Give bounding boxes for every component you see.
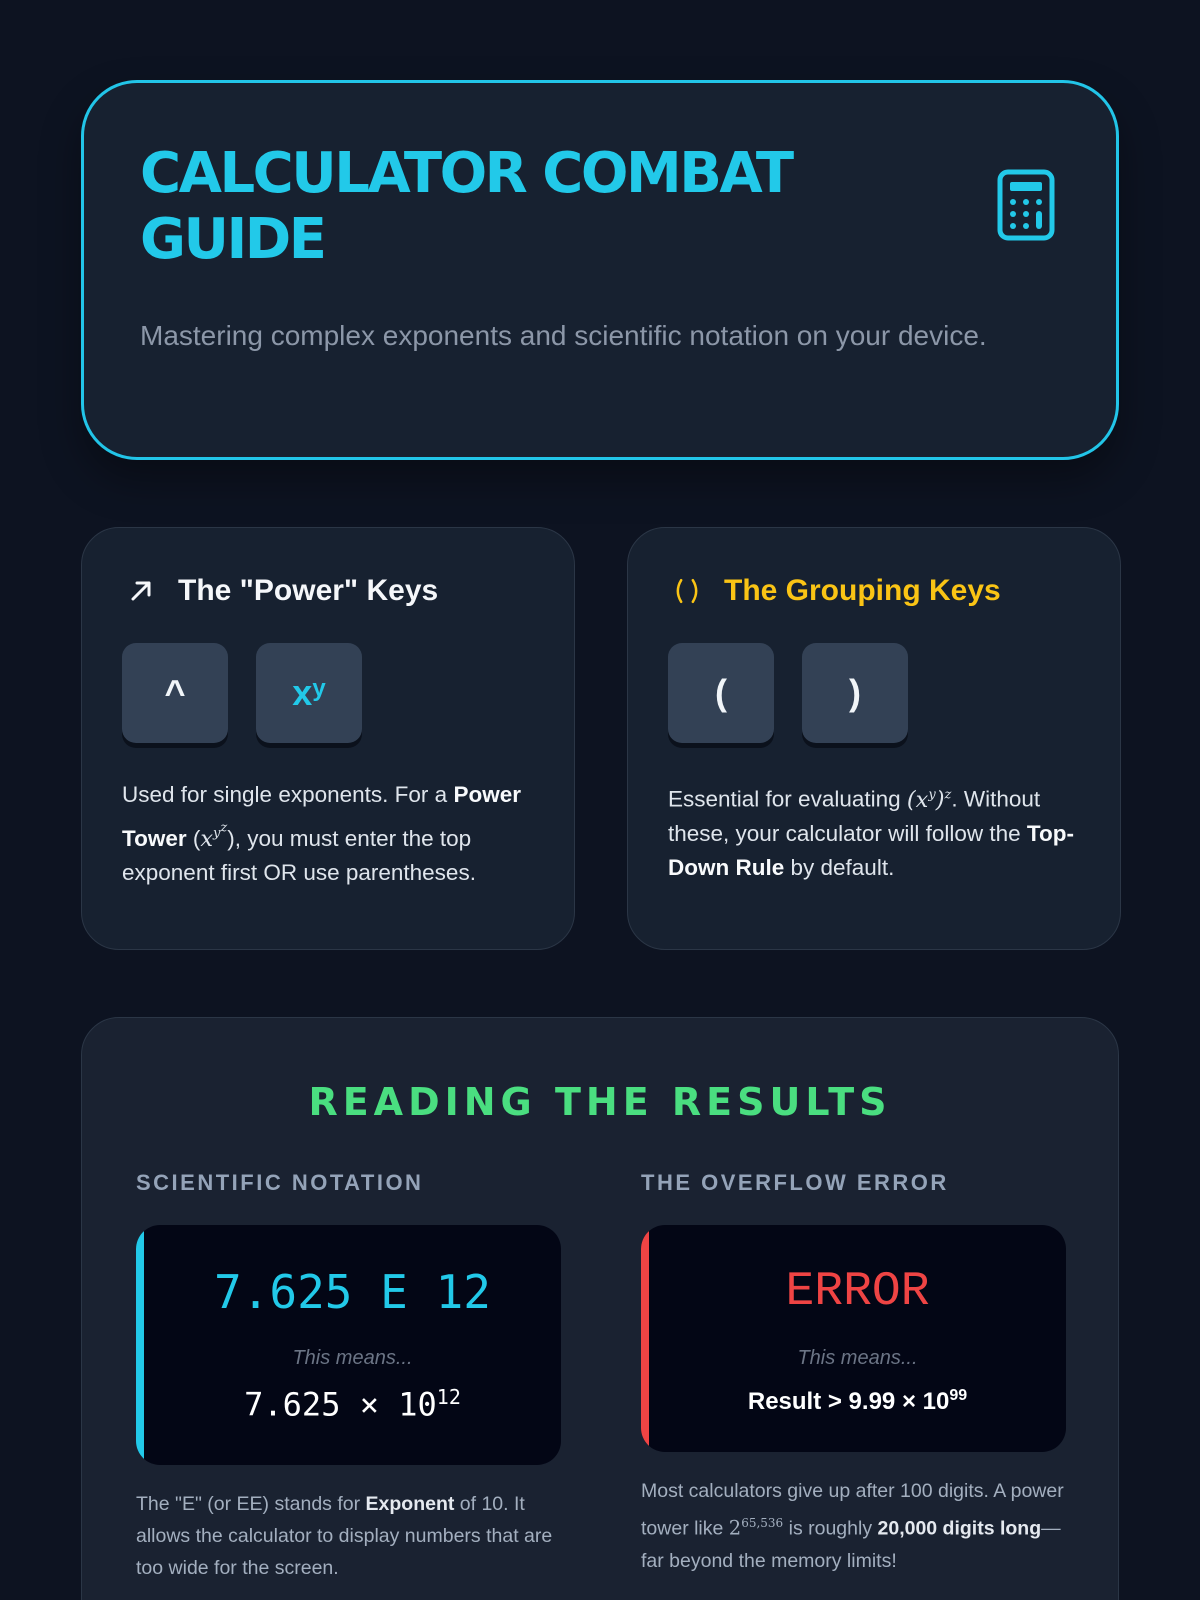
grouping-desc-text-2: . Without these, your calculator will follow the (668, 786, 1041, 846)
page-subtitle: Mastering complex exponents and scientific notation on your device. (140, 320, 987, 351)
overflow-result-base: Result > 9.99 × 10 (747, 1388, 950, 1415)
results-section (81, 1017, 1119, 1600)
sci-desc-text-1: The "E" (or EE) stands for (136, 1493, 366, 1515)
overflow-error-label: THE OVERFLOW ERROR (641, 1170, 949, 1195)
scientific-result-base: 7.625 × 10 (244, 1385, 437, 1424)
grouping-keys-header (672, 574, 1001, 608)
power-keys-title: The "Power" Keys (178, 574, 439, 607)
overflow-display (641, 1225, 1066, 1452)
grouping-math (907, 787, 951, 813)
power-tower-math (200, 821, 228, 852)
power-desc-text-3: ), you must enter the top exponent first OR use parentheses. (122, 825, 476, 885)
power-keys-header (126, 574, 438, 608)
results-title: READING THE RESULTS (308, 1080, 892, 1124)
power-tower-term: Power Tower (122, 782, 521, 851)
open-paren-key[interactable] (668, 643, 774, 743)
x-power-y-exp: y (312, 675, 326, 702)
scientific-result (144, 1385, 561, 1424)
ovf-desc-text-2: is roughly (783, 1517, 878, 1540)
math-base: x (200, 825, 214, 852)
scientific-means-text: This means... (292, 1347, 413, 1369)
grouping-keys-card (627, 527, 1121, 950)
calculator-icon (997, 169, 1055, 241)
parentheses-icon (672, 576, 702, 606)
overflow-result-exp: 99 (949, 1387, 968, 1404)
math-exp: y (213, 826, 221, 842)
power-keys-card (81, 527, 575, 950)
digits-long-term: 20,000 digits long (877, 1517, 1042, 1540)
math-exp: y (928, 787, 936, 802)
exponent-term: Exponent (365, 1493, 455, 1515)
arrow-up-right-icon (126, 576, 156, 606)
display-accent-bar (641, 1225, 649, 1452)
math-exp2: z (944, 787, 952, 802)
math-open: (x (906, 786, 929, 813)
ovf-math-exp: 65,536 (741, 1516, 784, 1530)
open-paren-label: ( (715, 672, 727, 713)
overflow-display-value: ERROR (785, 1265, 930, 1319)
x-power-y-base: x (292, 672, 313, 713)
math-close: ) (935, 786, 945, 813)
sci-desc-text-2: of 10. It allows the calculator to display numbers that are too wide for the screen. (136, 1493, 553, 1579)
power-keys-row (122, 643, 390, 743)
power-desc-text-1: Used for single exponents. For a (122, 782, 454, 807)
power-keys-description (122, 778, 542, 890)
overflow-means-text: This means... (797, 1347, 918, 1369)
math-exp2: z (220, 821, 228, 836)
overflow-description (641, 1475, 1071, 1577)
overflow-result (649, 1387, 1066, 1416)
close-paren-label: ) (849, 672, 861, 713)
caret-key-label: ^ (164, 672, 186, 713)
grouping-desc-text-1: Essential for evaluating (668, 786, 907, 812)
grouping-keys-row (668, 643, 936, 743)
scientific-notation-label: SCIENTIFIC NOTATION (136, 1170, 424, 1195)
scientific-display-value: 7.625 E 12 (214, 1265, 491, 1319)
caret-key[interactable] (122, 643, 228, 743)
grouping-keys-description (668, 778, 1088, 885)
page-title: CALCULATOR COMBAT GUIDE (140, 141, 792, 272)
scientific-display (136, 1225, 561, 1465)
hero-card (81, 80, 1119, 460)
scientific-description (136, 1488, 566, 1584)
x-power-y-key[interactable] (256, 643, 362, 743)
ovf-desc-text-1: Most calculators give up after 100 digits. A power tower like (641, 1480, 1064, 1540)
ovf-math-base: 2 (728, 1516, 742, 1540)
grouping-desc-text-3: by default. (784, 854, 895, 880)
top-down-rule-term: Top-Down Rule (668, 820, 1074, 880)
power-desc-text-2: ( (186, 825, 201, 851)
ovf-desc-text-3: —far beyond the memory limits! (641, 1517, 1061, 1572)
scientific-result-exp: 12 (436, 1385, 461, 1409)
grouping-keys-title: The Grouping Keys (724, 574, 1001, 607)
display-accent-bar (136, 1225, 144, 1465)
close-paren-key[interactable] (802, 643, 908, 743)
